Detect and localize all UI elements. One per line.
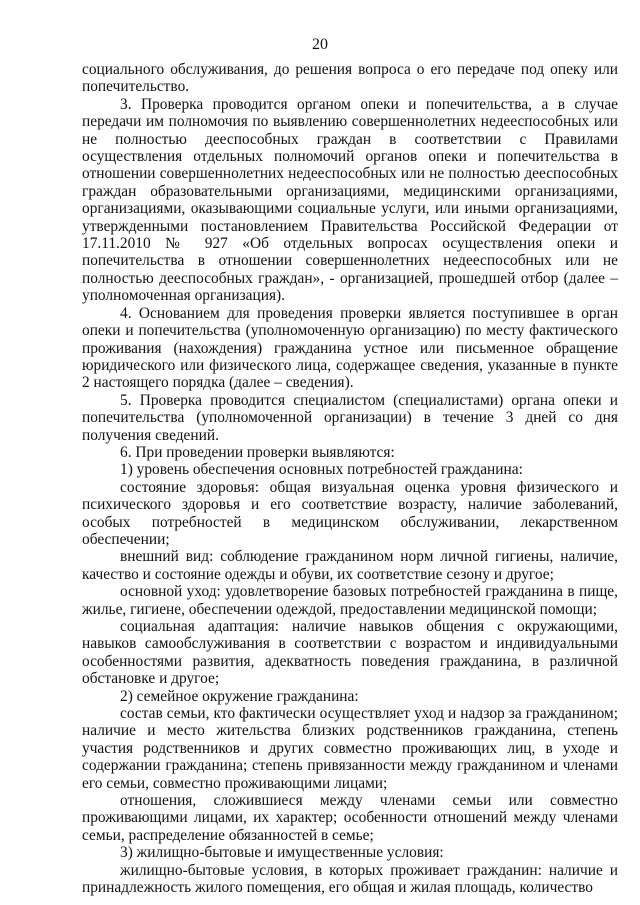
paragraph: социального обслуживания, до решения вопроса о его передаче под опеку или попечительство.: [82, 61, 618, 96]
paragraph: состав семьи, кто фактически осуществляет уход и надзор за гражданином; наличие и место жительства близких родственников гражданина, степень участия родственников и других совместно проживающих лиц, в уходе и содержании гражданина; степень привязанности между гражданином и членами его семьи, совместно проживающими лицами;: [82, 705, 618, 792]
paragraph: 6. При проведении проверки выявляются:: [120, 443, 395, 461]
paragraph: жилищно-бытовые условия, в которых проживает гражданин: наличие и принадлежность жилого помещения, его общая и жилая площадь, количество: [82, 861, 618, 897]
paragraph: 3) жилищно-бытовые и имущественные условия:: [120, 844, 444, 862]
paragraph: 2) семейное окружение гражданина:: [120, 687, 359, 705]
paragraph: отношения, сложившиеся между членами семьи или совместно проживающими лицами, их характер; особенности отношений между членами семьи, распределение обязанностей в семье;: [82, 792, 618, 844]
paragraph: социальная адаптация: наличие навыков общения с окружающими, навыков самообслуживания в соответствии с возрастом и индивидуальными особенностями развития, адекватность поведения гражданина, в различной обстановке и другое;: [82, 618, 618, 688]
paragraph: внешний вид: соблюдение гражданином норм личной гигиены, наличие, качество и состояние одежды и обуви, их соответствие сезону и другое;: [82, 548, 618, 583]
paragraph: 4. Основанием для проведения проверки является поступившее в орган опеки и попечительства (уполномоченную организацию) по месту фактического проживания (нахождения) гражданина устное или письменное обращение юридического или физического лица, содержащее сведения, указанные в пункте 2 настоящего порядка (далее – сведения).: [82, 304, 618, 392]
paragraph: 5. Проверка проводится специалистом (специалистами) органа опеки и попечительства (уполномоченной организации) в течение 3 дней со дня получения сведений.: [82, 391, 618, 444]
paragraph: основной уход: удовлетворение базовых потребностей гражданина в пище, жилье, гигиене, обеспечении одеждой, предоставлении медицинской помощи;: [82, 583, 618, 618]
page-number: 20: [312, 36, 328, 53]
paragraph: состояние здоровья: общая визуальная оценка уровня физического и психического здоровья и его соответствие возрасту, наличие заболеваний, особых потребностей в медицинском обслуживании, лекарственном обеспечении;: [82, 478, 618, 548]
paragraph: 3. Проверка проводится органом опеки и попечительства, а в случае передачи им полномочия по выявлению совершеннолетних недееспособных или не полностью дееспособных граждан в соответствии с Правилами осуществления отдельных полномочий органов опеки и попечительства в отношении совершеннолетних недееспособных или не полностью дееспособных граждан образовательными организациями, медицинскими организациями, организациями, оказывающими социальные услуги, или иными организациями, утвержденными постановлением Правительства Российской Федерации от 17.11.2010 № 927 «Об отдельных вопросах осуществления опеки и попечительства в отношении совершеннолетних недееспособных или не полностью дееспособных граждан», - организацией, прошедшей отбор (далее – уполномоченная организация).: [82, 95, 618, 305]
paragraph: 1) уровень обеспечения основных потребностей гражданина:: [120, 461, 523, 479]
document-body: [82, 61, 618, 897]
